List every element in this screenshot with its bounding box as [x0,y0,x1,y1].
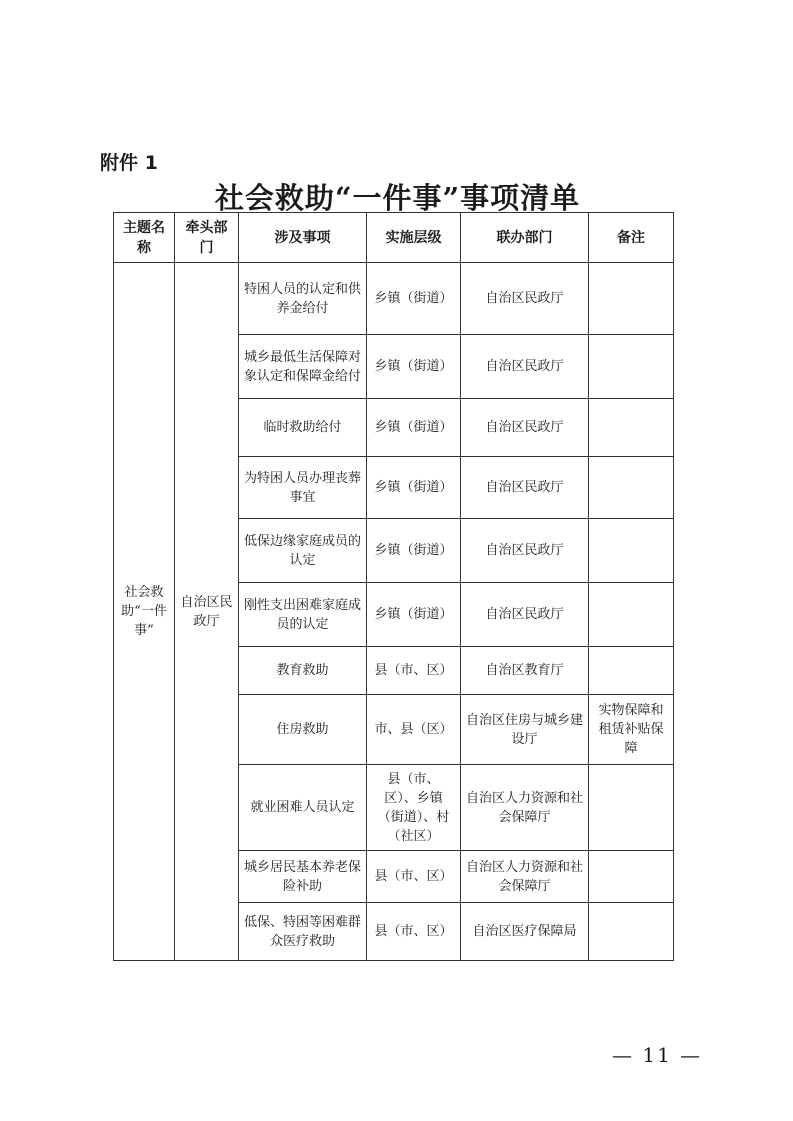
level-cell: 乡镇（街道） [367,583,461,647]
joint-cell: 自治区人力资源和社会保障厅 [461,765,589,851]
topic-cell: 社会救助“一件事” [114,263,175,961]
note-cell [589,583,674,647]
col-header-note: 备注 [589,213,674,263]
page-number: — 11 — [612,1043,703,1067]
level-cell: 乡镇（街道） [367,519,461,583]
level-cell: 乡镇（街道） [367,399,461,457]
level-cell: 县（市、区）、乡镇（街道）、村（社区） [367,765,461,851]
level-cell: 县（市、区） [367,903,461,961]
note-cell [589,851,674,903]
joint-cell: 自治区医疗保障局 [461,903,589,961]
joint-cell: 自治区民政厅 [461,519,589,583]
joint-cell: 自治区民政厅 [461,399,589,457]
col-header-joint: 联办部门 [461,213,589,263]
level-cell: 乡镇（街道） [367,263,461,335]
note-cell [589,263,674,335]
joint-cell: 自治区人力资源和社会保障厅 [461,851,589,903]
joint-cell: 自治区民政厅 [461,335,589,399]
item-cell: 临时救助给付 [239,399,367,457]
joint-cell: 自治区教育厅 [461,647,589,695]
item-cell: 住房救助 [239,695,367,765]
note-cell [589,399,674,457]
item-cell: 城乡居民基本养老保险补助 [239,851,367,903]
note-cell: 实物保障和租赁补贴保障 [589,695,674,765]
level-cell: 县（市、区） [367,647,461,695]
note-cell [589,647,674,695]
item-cell: 为特困人员办理丧葬事宜 [239,457,367,519]
table-header-row [114,213,674,263]
level-cell: 市、县（区） [367,695,461,765]
note-cell [589,765,674,851]
joint-cell: 自治区民政厅 [461,583,589,647]
table-row [114,263,674,335]
col-header-level: 实施层级 [367,213,461,263]
item-cell: 低保边缘家庭成员的认定 [239,519,367,583]
item-cell: 教育救助 [239,647,367,695]
joint-cell: 自治区民政厅 [461,263,589,335]
col-header-item: 涉及事项 [239,213,367,263]
level-cell: 县（市、区） [367,851,461,903]
lead-department-cell: 自治区民政厅 [175,263,239,961]
note-cell [589,335,674,399]
note-cell [589,457,674,519]
level-cell: 乡镇（街道） [367,335,461,399]
item-cell: 低保、特困等困难群众医疗救助 [239,903,367,961]
joint-cell: 自治区住房与城乡建设厅 [461,695,589,765]
document-title: 社会救助“一件事”事项清单 [214,181,581,215]
col-header-lead: 牵头部门 [175,213,239,263]
item-cell: 刚性支出困难家庭成员的认定 [239,583,367,647]
note-cell [589,903,674,961]
item-cell: 特困人员的认定和供养金给付 [239,263,367,335]
item-cell: 城乡最低生活保障对象认定和保障金给付 [239,335,367,399]
item-cell: 就业困难人员认定 [239,765,367,851]
joint-cell: 自治区民政厅 [461,457,589,519]
attachment-label: 附件 1 [100,152,158,174]
col-header-topic: 主题名称 [114,213,175,263]
matters-table [113,212,674,961]
level-cell: 乡镇（街道） [367,457,461,519]
note-cell [589,519,674,583]
